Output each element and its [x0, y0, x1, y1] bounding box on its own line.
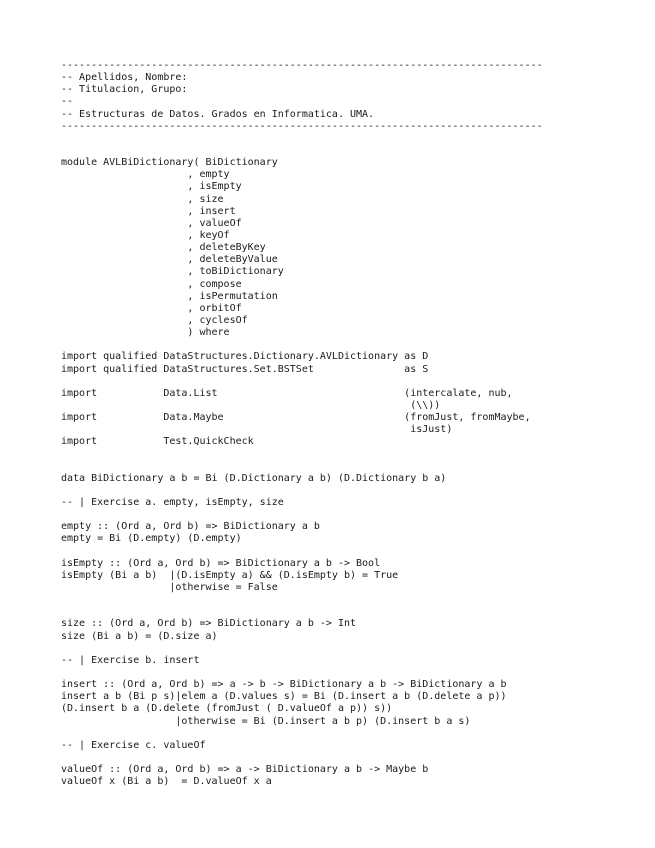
code-line: [61, 461, 543, 473]
code-line: [61, 728, 543, 740]
code-line: , orbitOf: [61, 302, 242, 314]
code-line: module AVLBiDictionary( BiDictionary: [61, 157, 278, 169]
code-line: -- | Exercise a. empty, isEmpty, size: [61, 497, 284, 509]
code-line: size (Bi a b) = (D.size a): [61, 630, 218, 642]
code-line: --------------------------------------------------------------------------------: [61, 60, 543, 71]
code-line: data BiDictionary a b = Bi (D.Dictionary a b) (D.Dictionary b a): [61, 472, 447, 484]
code-line: -- Apellidos, Nombre:: [61, 72, 188, 84]
code-line: [61, 485, 543, 497]
code-line: , valueOf: [61, 217, 242, 229]
code-line: ) where: [61, 327, 230, 339]
code-line: [61, 752, 543, 764]
code-line: valueOf :: (Ord a, Ord b) => a -> BiDictionary a b -> Maybe b: [61, 764, 429, 776]
code-line: [61, 546, 543, 558]
code-line: [61, 449, 543, 461]
code-line: import Data.Maybe (fromJust, fromMaybe,: [61, 412, 531, 424]
code-line: empty :: (Ord a, Ord b) => BiDictionary a b: [61, 521, 320, 533]
code-line: import qualified DataStructures.Set.BSTSet as S: [61, 363, 429, 375]
code-line: , isPermutation: [61, 290, 278, 302]
code-line: [61, 667, 543, 679]
code-line: [61, 133, 543, 145]
code-line: isJust): [61, 424, 453, 436]
code-line: insert a b (Bi p s)|elem a (D.values s) = Bi (D.insert a b (D.delete a p)): [61, 691, 507, 703]
code-line: import Data.List (intercalate, nub,: [61, 387, 513, 399]
code-line: import Test.QuickCheck: [61, 436, 254, 448]
code-line: [61, 339, 543, 351]
code-line: , toBiDictionary: [61, 266, 284, 278]
code-line: size :: (Ord a, Ord b) => BiDictionary a b -> Int: [61, 618, 357, 630]
code-line: [61, 606, 543, 618]
code-line: , empty: [61, 169, 230, 181]
code-line: isEmpty (Bi a b) |(D.isEmpty a) && (D.isEmpty b) = True: [61, 569, 399, 581]
code-line: -- Estructuras de Datos. Grados en Informatica. UMA.: [61, 108, 375, 120]
code-line: valueOf x (Bi a b) = D.valueOf x a: [61, 776, 272, 788]
code-line: , cyclesOf: [61, 314, 248, 326]
code-line: [61, 594, 543, 606]
code-line: |otherwise = False: [61, 582, 278, 594]
code-line: , size: [61, 193, 224, 205]
code-line: [61, 509, 543, 521]
code-line: --: [61, 96, 74, 108]
code-line: -- | Exercise b. insert: [61, 654, 200, 666]
code-line: isEmpty :: (Ord a, Ord b) => BiDictionary a b -> Bool: [61, 557, 381, 569]
code-line: [61, 376, 543, 388]
source-code: [61, 60, 543, 788]
code-line: (\\)): [61, 399, 441, 411]
code-line: |otherwise = Bi (D.insert a b p) (D.insert b a s): [61, 715, 471, 727]
code-line: --------------------------------------------------------------------------------: [61, 120, 543, 132]
code-line: import qualified DataStructures.Dictionary.AVLDictionary as D: [61, 351, 429, 363]
code-line: -- | Exercise c. valueOf: [61, 739, 206, 751]
code-line: , keyOf: [61, 229, 230, 241]
code-line: , deleteByKey: [61, 242, 266, 254]
code-line: , deleteByValue: [61, 254, 278, 266]
code-line: -- Titulacion, Grupo:: [61, 84, 188, 96]
code-line: [61, 643, 543, 655]
code-line: , isEmpty: [61, 181, 242, 193]
code-line: insert :: (Ord a, Ord b) => a -> b -> BiDictionary a b -> BiDictionary a b: [61, 679, 507, 691]
code-line: (D.insert b a (D.delete (fromJust ( D.valueOf a p)) s)): [61, 703, 393, 715]
code-line: , compose: [61, 278, 242, 290]
code-line: , insert: [61, 205, 236, 217]
code-line: empty = Bi (D.empty) (D.empty): [61, 533, 242, 545]
code-line: [61, 145, 543, 157]
